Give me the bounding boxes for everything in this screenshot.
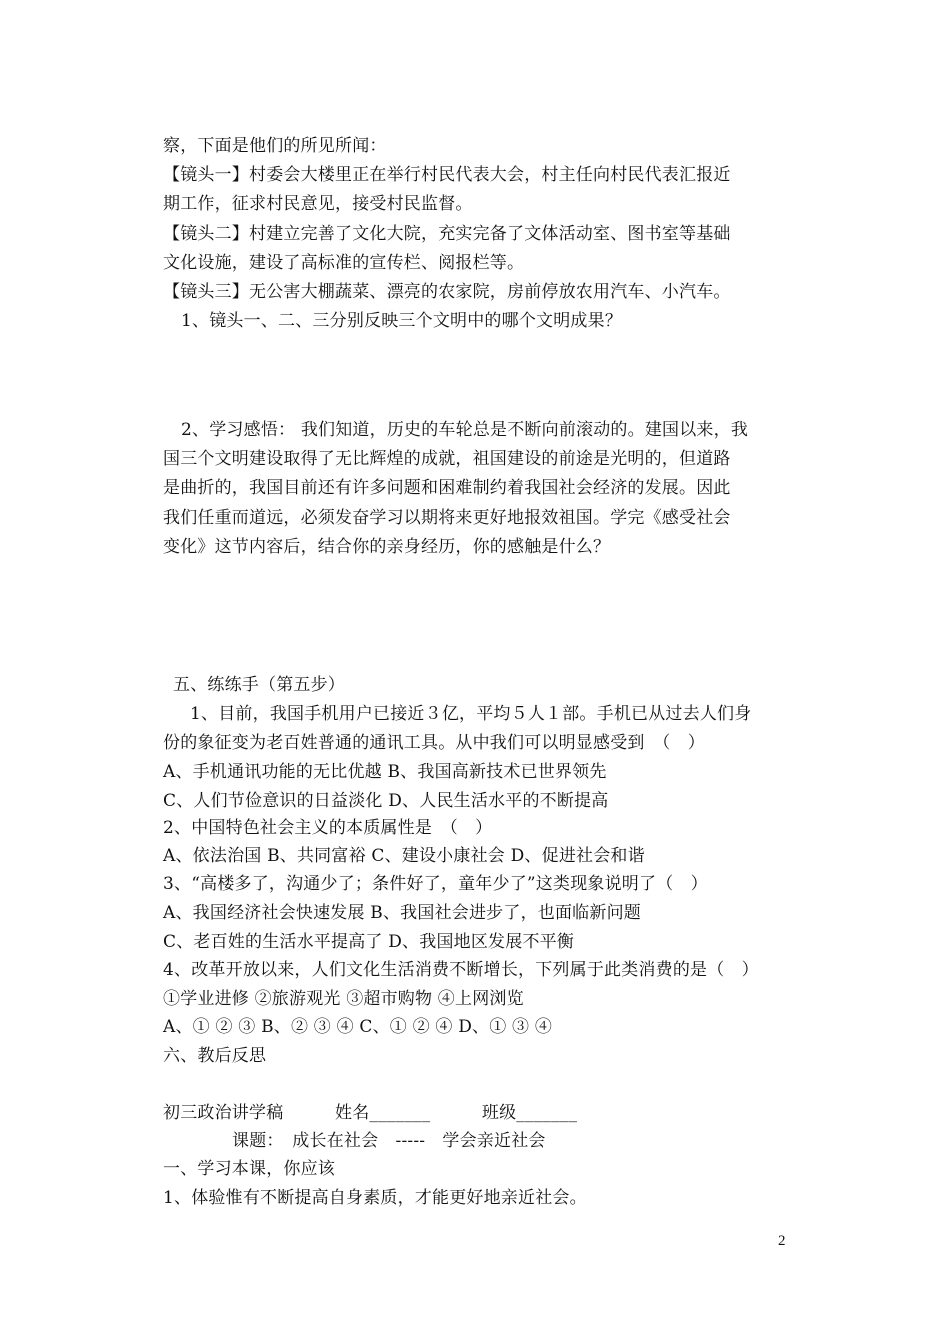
page-number: 2 <box>778 1233 786 1249</box>
scene-three-line: 【镜头三】无公害大棚蔬菜、漂亮的农家院，房前停放农用汽车、小汽车。 <box>163 282 731 302</box>
scene-two-line: 文化设施，建设了高标准的宣传栏、阅报栏等。 <box>163 253 525 273</box>
practice-q1: 1、目前，我国手机用户已接近３亿，平均５人１部。手机已从过去人们身 <box>190 704 752 724</box>
practice-q3: 3、“高楼多了，沟通少了；条件好了，童年少了”这类现象说明了（ ） <box>163 874 708 894</box>
practice-q1-options: A、手机通讯功能的无比优越 B、我国高新技术已世界领先 <box>163 762 607 782</box>
practice-q2: 2、中国特色社会主义的本质属性是 （ ） <box>163 818 493 838</box>
reflection-line: 是曲折的，我国目前还有许多问题和困难制约着我国社会经济的发展。因此 <box>163 478 731 498</box>
scene-two-line: 【镜头二】村建立完善了文化大院，充实完备了文体活动室、图书室等基础 <box>163 224 731 244</box>
intro-line: 察，下面是他们的所见所闻： <box>163 136 387 156</box>
question-1: 1、镜头一、二、三分别反映三个文明中的哪个文明成果？ <box>181 311 623 331</box>
practice-q3-options: A、我国经济社会快速发展 B、我国社会进步了，也面临新问题 <box>163 903 641 923</box>
reflection-line: 2、学习感悟： 我们知道，历史的车轮总是不断向前滚动的。建国以来，我 <box>181 420 749 440</box>
section-6-heading: 六、教后反思 <box>163 1046 267 1066</box>
next-doc-section-1: 一、学习本课，你应该 <box>163 1159 335 1179</box>
reflection-line: 国三个文明建设取得了无比辉煌的成就，祖国建设的前途是光明的，但道路 <box>163 449 731 469</box>
section-5-heading: 五、练练手（第五步） <box>173 675 345 695</box>
practice-q1: 份的象征变为老百姓普通的通讯工具。从中我们可以明显感受到 （ ） <box>163 733 705 753</box>
scene-one-line: 【镜头一】村委会大楼里正在举行村民代表大会，村主任向村民代表汇报近 <box>163 165 731 185</box>
scene-one-line: 期工作，征求村民意见，接受村民监督。 <box>163 194 473 214</box>
practice-q1-options: C、人们节俭意识的日益淡化 D、人民生活水平的不断提高 <box>163 791 609 811</box>
practice-q3-options: C、老百姓的生活水平提高了 D、我国地区发展不平衡 <box>163 932 575 952</box>
reflection-line: 变化》这节内容后，结合你的亲身经历，你的感触是什么？ <box>163 537 611 557</box>
reflection-line: 我们任重而道远，必须发奋学习以期将来更好地报效祖国。学完《感受社会 <box>163 508 731 528</box>
practice-q2-options: A、依法治国 B、共同富裕 C、建设小康社会 D、促进社会和谐 <box>163 846 645 866</box>
next-doc-topic: 课题： 成长在社会 ----- 学会亲近社会 <box>232 1131 546 1151</box>
practice-q4: 4、改革开放以来，人们文化生活消费不断增长，下列属于此类消费的是（ ） <box>163 960 759 980</box>
next-doc-header: 初三政治讲学稿 姓名_______ 班级_______ <box>163 1103 578 1123</box>
practice-q4-items: ①学业进修 ②旅游观光 ③超市购物 ④上网浏览 <box>163 989 524 1009</box>
practice-q4-options: A、① ② ③ B、② ③ ④ C、① ② ④ D、① ③ ④ <box>163 1017 553 1037</box>
next-doc-item-1: 1、体验惟有不断提高自身素质，才能更好地亲近社会。 <box>163 1188 587 1208</box>
